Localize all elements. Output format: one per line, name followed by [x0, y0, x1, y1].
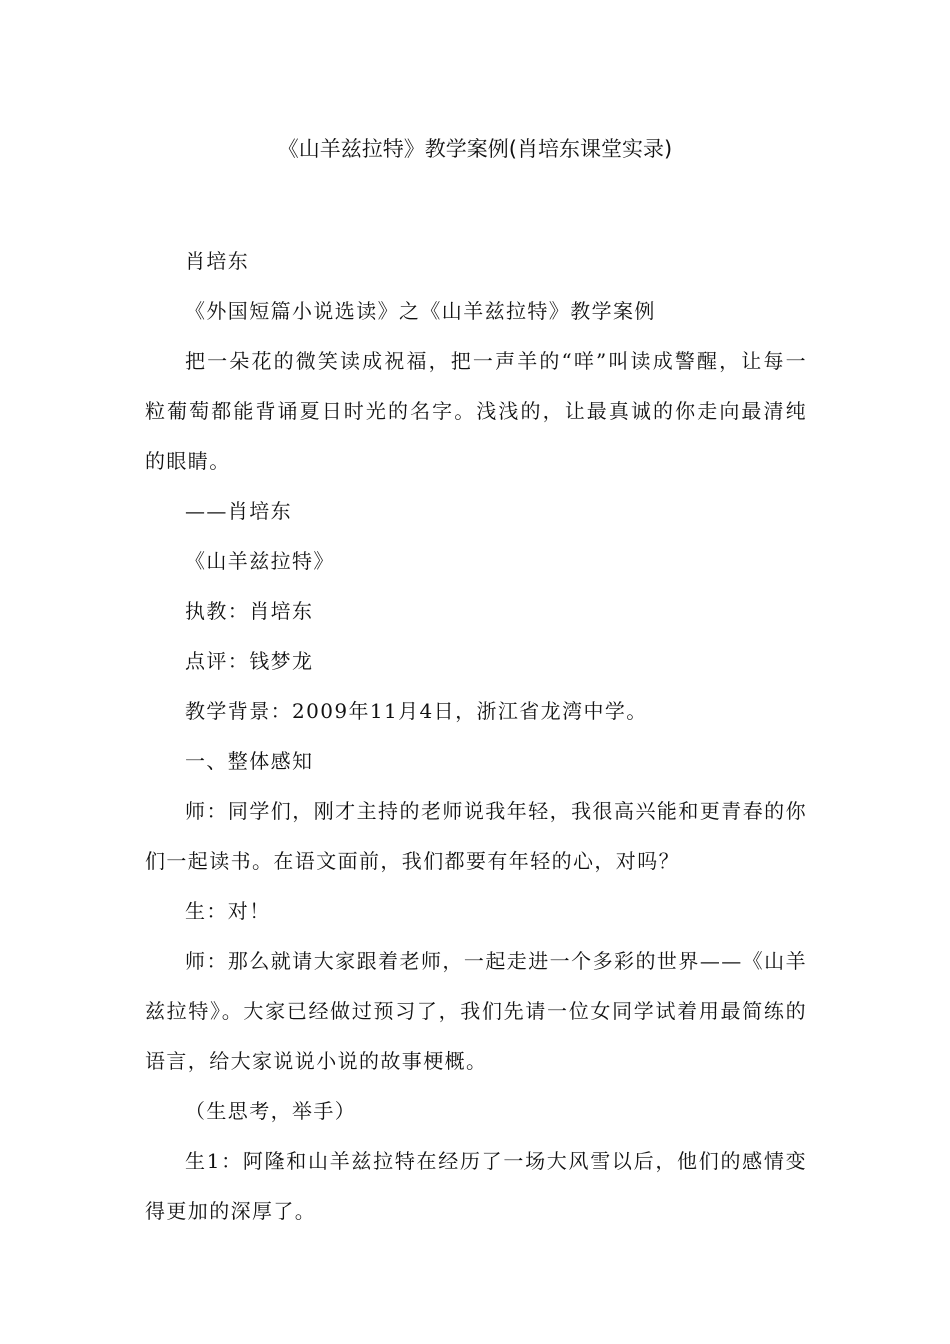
epigraph-paragraph: 把一朵花的微笑读成祝福，把一声羊的“咩”叫读成警醒，让每一粒葡萄都能背诵夏日时光的名字。浅浅的，让最真诚的你走向最清纯的眼睛。 [145, 349, 807, 473]
lesson-title: 《山羊兹拉特》 [185, 549, 335, 573]
document-body [145, 236, 807, 1236]
epigraph-attribution: ——肖培东 [185, 499, 292, 523]
dialogue-paragraph: 师：那么就请大家跟着老师，一起走进一个多彩的世界——《山羊兹拉特》。大家已经做过预习了，我们先请一位女同学试着用最简练的语言，给大家说说小说的故事梗概。 [145, 949, 807, 1073]
stage-direction: （生思考，举手） [185, 1099, 357, 1123]
reviewer-line: 点评：钱梦龙 [185, 649, 314, 673]
dialogue-paragraph: 生1：阿隆和山羊兹拉特在经历了一场大风雪以后，他们的感情变得更加的深厚了。 [145, 1149, 807, 1223]
background-line: 教学背景：2009年11月4日，浙江省龙湾中学。 [185, 699, 648, 723]
author-line: 肖培东 [185, 249, 250, 273]
dialogue-paragraph: 师：同学们，刚才主持的老师说我年轻，我很高兴能和更青春的你们一起读书。在语文面前，我们都要有年轻的心，对吗？ [145, 799, 807, 873]
section-heading: 一、整体感知 [185, 749, 314, 773]
dialogue-paragraph: 生：对！ [185, 899, 271, 923]
subtitle-line: 《外国短篇小说选读》之《山羊兹拉特》教学案例 [185, 299, 656, 323]
teacher-line: 执教：肖培东 [185, 599, 314, 623]
document-title: 《山羊兹拉特》教学案例(肖培东课堂实录) [277, 137, 673, 161]
